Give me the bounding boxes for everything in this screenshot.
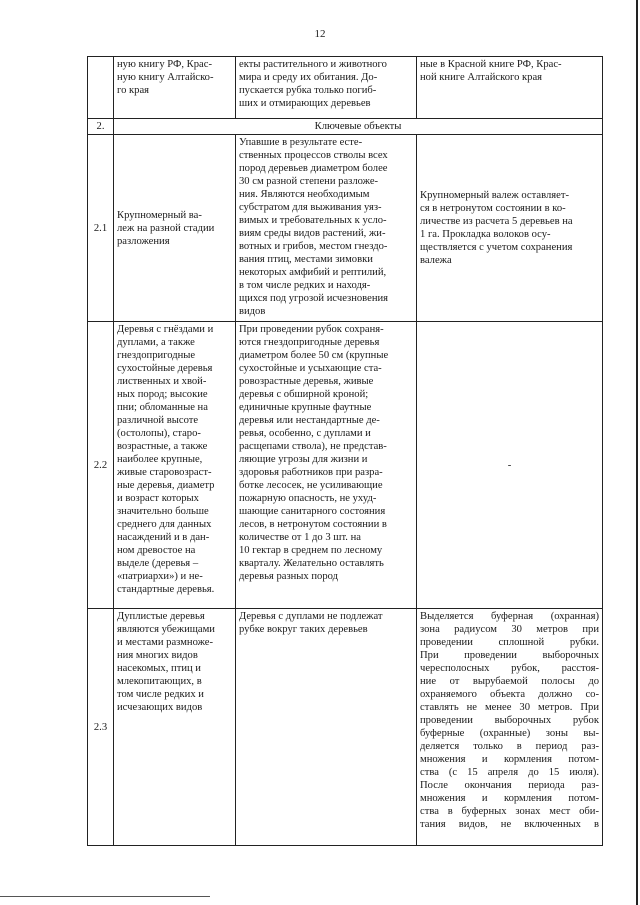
cell-text-line: валежа <box>420 255 452 266</box>
cell-text-line: сухостойные и усыхающие ста- <box>239 363 382 374</box>
cell-text-line: выделе (деревья – <box>117 558 199 569</box>
cell-text-line: здоровья работников при разра- <box>239 467 383 478</box>
cell-text-line: насаждений и в дан- <box>117 532 210 543</box>
cell-text-line: деревья или нестандартные де- <box>239 415 380 426</box>
object-name-cell <box>114 609 236 846</box>
row-number: 2.2 <box>88 322 114 609</box>
description-cell <box>236 135 417 322</box>
description-cell <box>236 322 417 609</box>
cell-text-line: зона радиусом 30 метров при <box>420 624 599 635</box>
cell-text-line: Деревья с дуплами не подлежат <box>239 611 383 622</box>
cell-text-line: личестве из расчета 5 деревьев на <box>420 216 573 227</box>
cell-text-line: Выделяется буферная (охранная) <box>420 611 599 622</box>
row-number: 2.1 <box>88 135 114 322</box>
cell-text-line: - <box>507 459 512 471</box>
cell-text-line: возрастные, а также <box>117 441 208 452</box>
cell-text-line: проведении сплошной рубки. <box>420 637 599 648</box>
cell-text-line: живые старовозраст- <box>117 467 212 478</box>
cell-text-line: щихся под угрозой исчезновения <box>239 293 389 304</box>
cell-text-line: видов <box>239 306 266 317</box>
cell-text-line: множения и кормления потом- <box>420 793 599 804</box>
section-number: 2. <box>88 119 114 135</box>
cell-text-line: некоторых амфибий и рептилий, <box>239 267 387 278</box>
cell-text-line: расщепами ствола), не представ- <box>239 441 387 452</box>
cell-text-line: множения и кормления потом- <box>420 754 599 765</box>
cell-text-line: лиственных и хвой- <box>117 376 207 387</box>
cell-text-line: «патриархи») и не- <box>117 571 203 582</box>
cell-text-line: являются убежищами <box>117 624 215 635</box>
cell-text-line: ные в Красной книге РФ, Крас- <box>420 59 562 70</box>
cell-text-line: ную книгу Алтайско- <box>117 72 214 83</box>
table-row-2-1 <box>88 135 603 322</box>
cell-text-line: (остолопы), старо- <box>117 428 201 439</box>
measures-cell <box>417 135 603 322</box>
cell-text-line: насекомых, птиц и <box>117 663 201 674</box>
cell-text-line: млекопитающих, в <box>117 676 202 687</box>
table-row-continuation <box>88 57 603 119</box>
cell-text-line: и местами размноже- <box>117 637 214 648</box>
cell-text-line: ются гнездопригодные деревья <box>239 337 380 348</box>
cell-text-line: среднего для данных <box>117 519 212 530</box>
cell-text-line: и возраст которых <box>117 493 199 504</box>
cell-text-line: 30 см разной степени разложе- <box>239 176 379 187</box>
object-name-cell <box>114 322 236 609</box>
cell-text-line: лесов, в нетронутом состоянии в <box>239 519 387 530</box>
cell-text-line: деляется только в период раз- <box>420 741 599 752</box>
cell-text-line: значительно больше <box>117 506 209 517</box>
cell-text-line: субстратом для выживания уяз- <box>239 202 382 213</box>
cell-text-line: тания видов, не включенных в <box>420 819 599 830</box>
cell-text-line: деревья с обширной кроной; <box>239 389 369 400</box>
cell-text-line: гнездопригодные <box>117 350 196 361</box>
cell-text-line: наиболее крупные, <box>117 454 203 465</box>
page-number: 12 <box>314 28 326 40</box>
row-number <box>88 57 114 119</box>
measures-cell <box>417 57 603 119</box>
cell-text-line: ных пород; высокие <box>117 389 208 400</box>
cell-text-line: проведении выборочных рубок <box>420 715 599 726</box>
cell-text-line: При проведении выборочных <box>420 650 599 661</box>
cell-text-line: исчезающих видов <box>117 702 203 713</box>
cell-text-line: вимых и требовательных к усло- <box>239 215 387 226</box>
cell-text-line: рубке вокруг таких деревьев <box>239 624 368 635</box>
cell-text-line: дуплами, а также <box>117 337 195 348</box>
row-number: 2.3 <box>88 609 114 846</box>
cell-text-line: Крупномерный валеж оставляет- <box>420 190 569 201</box>
cell-text-line: ные деревья, диаметр <box>117 480 215 491</box>
cell-text-line: кварталу. Желательно оставлять <box>239 558 384 569</box>
cell-text-line: ставлять не менее 30 метров. При <box>420 702 599 713</box>
cell-text-line: 1 га. Прокладка волоков осу- <box>420 229 551 240</box>
cell-text-line: ной книге Алтайского края <box>420 72 543 83</box>
cell-text-line: ния. Являются необходимым <box>239 189 370 200</box>
key-objects-table <box>87 56 603 846</box>
cell-text-line: буферные (охранные) зоны вы- <box>420 728 599 739</box>
cell-text-line: ровозрастные деревья, живые <box>239 376 374 387</box>
section-title: Ключевые объекты <box>114 119 603 135</box>
cell-text-line: ственных процессов стволы всех <box>239 150 388 161</box>
cell-text-line: го края <box>117 85 150 96</box>
cell-text-line: Упавшие в результате есте- <box>239 137 363 148</box>
cell-text-line: ния многих видов <box>117 650 198 661</box>
cell-text-line: вотных и грибов, местом гнездо- <box>239 241 388 252</box>
cell-text-line: Деревья с гнёздами и <box>117 324 214 335</box>
cell-text-line: количестве от 1 до 3 шт. на <box>239 532 361 543</box>
cell-text-line: вания птиц, местами зимовки <box>239 254 373 265</box>
cell-text-line: ства в буферных зонах мест оби- <box>420 806 599 817</box>
cell-text-line: различной высоте <box>117 415 199 426</box>
cell-text-line: том числе редких и <box>117 689 204 700</box>
cell-text-line: разложения <box>117 235 170 247</box>
cell-text-line: деревья разных пород <box>239 571 339 582</box>
object-name-cell <box>114 57 236 119</box>
cell-text-line: Крупномерный ва- <box>117 209 202 221</box>
scan-edge-line <box>636 0 638 905</box>
description-cell <box>236 609 417 846</box>
cell-text-line: После окончания периода раз- <box>420 780 599 791</box>
cell-text-line: ших и отмирающих деревьев <box>239 98 371 109</box>
cell-text-line: шающие санитарного состояния <box>239 506 386 517</box>
cell-text-line: ляющие угрозы для жизни и <box>239 454 368 465</box>
description-cell <box>236 57 417 119</box>
cell-text-line: При проведении рубок сохраня- <box>239 324 384 335</box>
cell-text-line: ном древостое на <box>117 545 196 556</box>
measures-cell <box>417 322 603 609</box>
cell-text-line: охраняемого объекта должно со- <box>420 689 599 700</box>
cell-text-line: 10 гектар в среднем по лесному <box>239 545 383 556</box>
cell-text-line: ботке лесосек, не усиливающие <box>239 480 383 491</box>
cell-text-line: виям среды видов растений, жи- <box>239 228 386 239</box>
cell-text-line: ние от вырубаемой полосы до <box>420 676 599 687</box>
object-name-cell <box>114 135 236 322</box>
cell-text-line: ся в нетронутом состоянии в ко- <box>420 203 566 214</box>
cell-text-line: ства (с 15 апреля до 15 июля). <box>420 767 599 778</box>
cell-text-line: стандартные деревья. <box>117 584 215 595</box>
table-row-2-2 <box>88 322 603 609</box>
cell-text-line: екты растительного и животного <box>239 59 387 70</box>
footnote-rule <box>0 896 210 897</box>
cell-text-line: леж на разной стадии <box>117 222 215 234</box>
cell-text-line: в том числе редких и находя- <box>239 280 371 291</box>
cell-text-line: мира и среду их обитания. До- <box>239 72 378 83</box>
cell-text-line: пород деревьев диаметром более <box>239 163 388 174</box>
table-row-section <box>88 119 603 135</box>
measures-cell <box>417 609 603 846</box>
cell-text-line: диаметром более 50 см (крупные <box>239 350 389 361</box>
cell-text-line: пожарную опасность, не ухуд- <box>239 493 377 504</box>
cell-text-line: Дуплистые деревья <box>117 611 205 622</box>
cell-text-line: единичные крупные фаутные <box>239 402 372 413</box>
cell-text-line: пни; обломанные на <box>117 402 208 413</box>
cell-text-line: чересполосных рубок, расстоя- <box>420 663 599 674</box>
cell-text-line: ществляется с учетом сохранения <box>420 242 573 253</box>
cell-text-line: сухостойные деревья <box>117 363 213 374</box>
cell-text-line: ную книгу РФ, Крас- <box>117 59 212 70</box>
cell-text-line: ревья, особенно, с дуплами и <box>239 428 371 439</box>
cell-text-line: пускается рубка только погиб- <box>239 85 377 96</box>
table-row-2-3 <box>88 609 603 846</box>
